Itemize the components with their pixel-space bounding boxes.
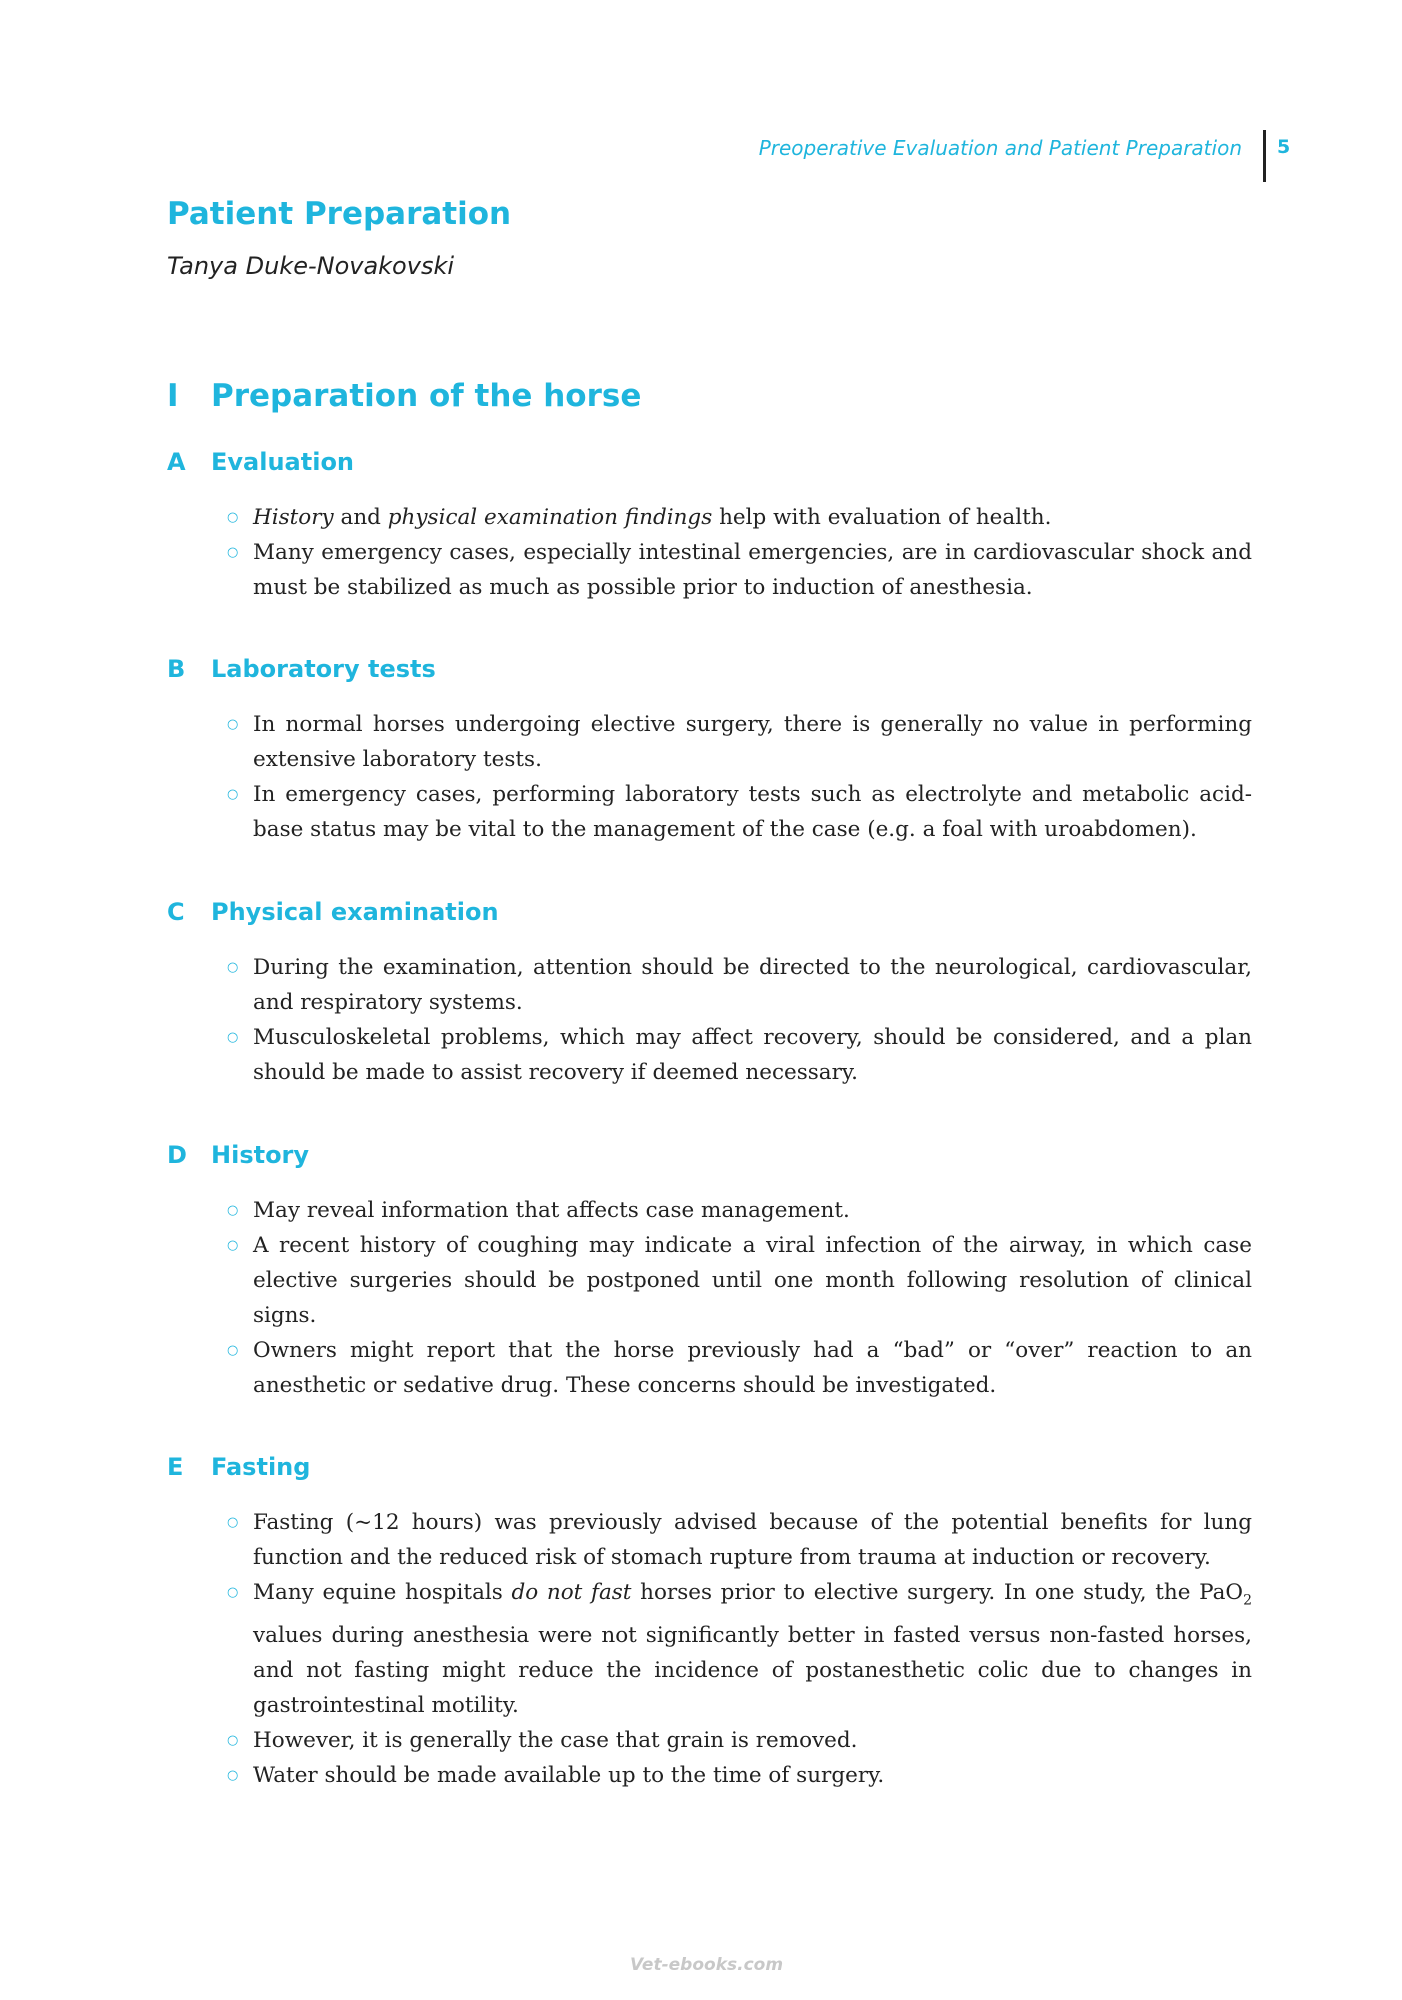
chapter-title: Patient Preparation (167, 196, 512, 232)
subsection-heading (167, 1453, 1252, 1493)
list-item (167, 1193, 1252, 1228)
body-text: However, it is generally the case that grain is removed. (253, 1728, 858, 1754)
page-number: 5 (1277, 136, 1291, 158)
header-divider (1263, 130, 1266, 182)
bullet-icon: ○ (227, 1343, 239, 1358)
body-text: values during anesthesia were not significantly better in fasted versus non-fasted horses, and not fasting might reduce the incidence of postanesthetic colic due to changes in gastrointestinal motility. (253, 1623, 1252, 1719)
body-text: help with evaluation of health. (712, 505, 1052, 530)
section-number: I (167, 378, 179, 414)
subsection-letter: A (167, 448, 186, 476)
subsection-evaluation (167, 448, 1252, 600)
subsection-fasting (167, 1453, 1252, 1789)
running-title: Preoperative Evaluation and Patient Preparation (758, 136, 1242, 160)
body-text: Water should be made available up to the time of surgery. (253, 1763, 885, 1789)
list-item (167, 500, 1252, 535)
bullet-icon: ○ (227, 1203, 239, 1218)
section-heading (167, 378, 641, 414)
body-text: and (333, 505, 388, 530)
bullet-icon: ○ (227, 1238, 239, 1253)
body-text: Many emergency cases, especially intestinal emergencies, are in cardiovascular shock and must be stabilized as much as possible prior to induction of anesthesia. (253, 540, 1252, 600)
body-text: In emergency cases, performing laboratory tests such as electrolyte and metabolic acid-base status may be vital to the management of the case (e.g. a foal with uroabdomen). (253, 782, 1252, 842)
subsection-title: Physical examination (211, 898, 499, 926)
subsection-history (167, 1141, 1252, 1398)
bullet-icon: ○ (227, 1515, 239, 1530)
bullet-list (167, 1505, 1252, 1793)
bullet-icon: ○ (227, 545, 239, 560)
subsection-letter: C (167, 898, 185, 926)
bullet-list (167, 500, 1252, 605)
author-name: Tanya Duke-Novakovski (167, 252, 455, 280)
subsection-heading (167, 655, 1252, 695)
body-text: May reveal information that affects case management. (253, 1198, 850, 1223)
subsection-letter: B (167, 655, 186, 683)
list-item (167, 707, 1252, 777)
subscript: 2 (1243, 1592, 1252, 1609)
list-item (167, 950, 1252, 1020)
body-text: A recent history of coughing may indicate a viral infection of the airway, in which case elective surgeries should be postponed until one month following resolution of clinical signs. (253, 1233, 1252, 1328)
body-text: Owners might report that the horse previously had a “bad” or “over” reaction to an anesthetic or sedative drug. These concerns should be investigated. (253, 1338, 1252, 1398)
subsection-letter: D (167, 1141, 187, 1169)
section-title: Preparation of the horse (211, 378, 642, 414)
list-item (167, 777, 1252, 847)
subsection-heading (167, 448, 1252, 488)
subsection-title: History (211, 1141, 310, 1169)
subsection-heading (167, 898, 1252, 938)
subsection-title: Fasting (211, 1453, 311, 1481)
subsection-physical-examination (167, 898, 1252, 1085)
bullet-icon: ○ (227, 1585, 239, 1600)
list-item (167, 1020, 1252, 1090)
bullet-icon: ○ (227, 1030, 239, 1045)
list-item (167, 1758, 1252, 1793)
body-text: In normal horses undergoing elective surgery, there is generally no value in performing extensive laboratory tests. (253, 712, 1252, 772)
body-text: Fasting (~12 hours) was previously advised because of the potential benefits for lung function and the reduced risk of stomach rupture from trauma at induction or recovery. (253, 1510, 1252, 1570)
body-text: Many equine hospitals (253, 1580, 512, 1605)
list-item (167, 1575, 1252, 1723)
bullet-icon: ○ (227, 787, 239, 802)
bullet-list (167, 950, 1252, 1090)
bullet-icon: ○ (227, 1768, 239, 1784)
emphasis-text: History (253, 505, 334, 530)
list-item (167, 1723, 1252, 1758)
bullet-list (167, 1193, 1252, 1403)
subsection-letter: E (167, 1453, 184, 1481)
emphasis-text: do not fast (511, 1580, 632, 1605)
list-item (167, 1505, 1252, 1575)
subsection-laboratory-tests (167, 655, 1252, 842)
bullet-icon: ○ (227, 510, 239, 525)
list-item (167, 1333, 1252, 1403)
running-header (758, 130, 1291, 182)
subsection-heading (167, 1141, 1252, 1181)
watermark: Vet-ebooks.com (630, 1955, 784, 1975)
subsection-title: Laboratory tests (211, 655, 436, 683)
bullet-icon: ○ (227, 1733, 239, 1749)
bullet-list (167, 707, 1252, 847)
bullet-icon: ○ (227, 960, 239, 975)
emphasis-text: physical examination findings (387, 505, 713, 530)
body-text: horses prior to elective surgery. In one study, the PaO (631, 1580, 1244, 1605)
bullet-icon: ○ (227, 717, 239, 732)
list-item (167, 535, 1252, 605)
subsection-title: Evaluation (211, 448, 355, 476)
list-item (167, 1228, 1252, 1333)
body-text: Musculoskeletal problems, which may affect recovery, should be considered, and a plan should be made to assist recovery if deemed necessary. (253, 1025, 1252, 1085)
body-text: During the examination, attention should be directed to the neurological, cardiovascular, and respiratory systems. (253, 955, 1252, 1015)
